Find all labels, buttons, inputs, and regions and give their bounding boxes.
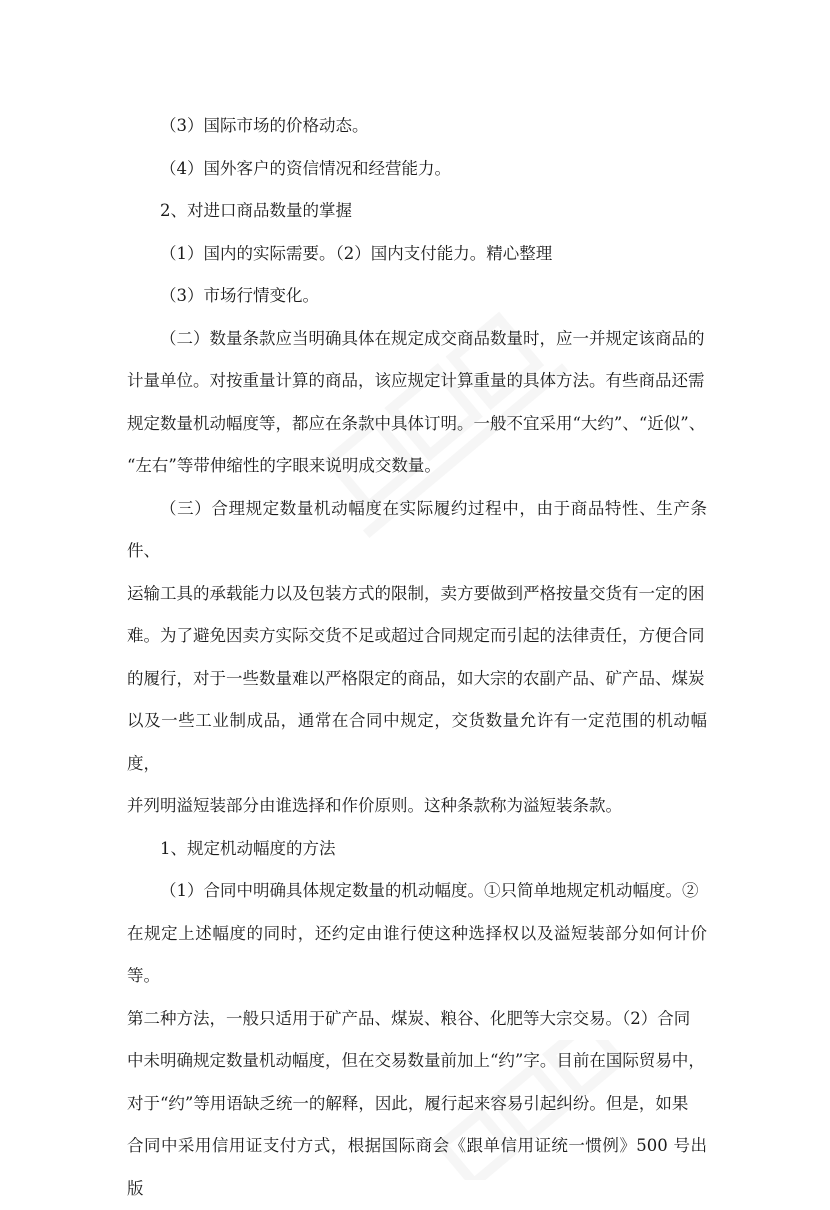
paragraph-quantity-clause	[127, 318, 707, 488]
text-line: 在规定上述幅度的同时，还约定由谁行使这种选择权以及溢短装部分如何计价等。	[127, 923, 707, 985]
text-line: 计量单位。对按重量计算的商品，该应规定计算重量的具体方法。有些商品还需	[127, 371, 705, 390]
text-line: （3）市场行情变化。	[160, 286, 319, 305]
text-line: 中未明确规定数量机动幅度，但在交易数量前加上“约”字。目前在国际贸易中，	[127, 1051, 705, 1070]
text-line: 以及一些工业制成品，通常在合同中规定，交货数量允许有一定范围的机动幅度，	[127, 711, 707, 773]
paragraph-methods	[127, 870, 707, 1210]
text-line: 的履行，对于一些数量难以严格限定的商品，如大宗的农副产品、矿产品、煤炭	[127, 668, 705, 688]
document-body	[127, 105, 707, 1210]
paragraph	[127, 233, 707, 276]
text-line: （3）国际市场的价格动态。	[160, 116, 369, 135]
text-line: 1、规定机动幅度的方法	[160, 838, 336, 858]
paragraph	[127, 275, 707, 318]
section-heading	[127, 190, 707, 233]
text-line: （4）国外客户的资信情况和经营能力。	[160, 158, 451, 178]
text-line: 2、对进口商品数量的掌握	[160, 201, 352, 220]
section-heading	[127, 828, 707, 871]
text-line: 难。为了避免因卖方实际交货不足或超过合同规定而引起的法律责任，方便合同	[127, 626, 705, 645]
text-line: “左右”等带伸缩性的字眼来说明成交数量。	[127, 456, 441, 475]
text-line: （1）合同中明确具体规定数量的机动幅度。①只简单地规定机动幅度。②	[160, 881, 699, 900]
text-line: 第二种方法，一般只适用于矿产品、煤炭、粮谷、化肥等大宗交易。（2）合同	[127, 1008, 691, 1028]
text-line: 对于“约”等用语缺乏统一的解释，因此，履行起来容易引起纠纷。但是，如果	[127, 1093, 689, 1113]
paragraph	[127, 105, 707, 148]
text-line: 规定数量机动幅度等，都应在条款中具体订明。一般不宜采用“大约”、“近似”、	[127, 413, 706, 433]
text-line: 合同中采用信用证支付方式，根据国际商会《跟单信用证统一惯例》500 号出版	[127, 1136, 707, 1198]
text-line: （1）国内的实际需要。（2）国内支付能力。精心整理	[160, 243, 553, 263]
paragraph-tolerance-clause	[127, 488, 707, 828]
paragraph	[127, 148, 707, 191]
text-line: 并列明溢短装部分由谁选择和作价原则。这种条款称为溢短装条款。	[127, 796, 622, 815]
text-line: 运输工具的承载能力以及包装方式的限制，卖方要做到严格按量交货有一定的困	[127, 583, 705, 603]
text-line: （三）合理规定数量机动幅度在实际履约过程中，由于商品特性、生产条件、	[127, 498, 707, 560]
text-line: （二）数量条款应当明确具体在规定成交商品数量时，应一并规定该商品的	[160, 328, 705, 348]
